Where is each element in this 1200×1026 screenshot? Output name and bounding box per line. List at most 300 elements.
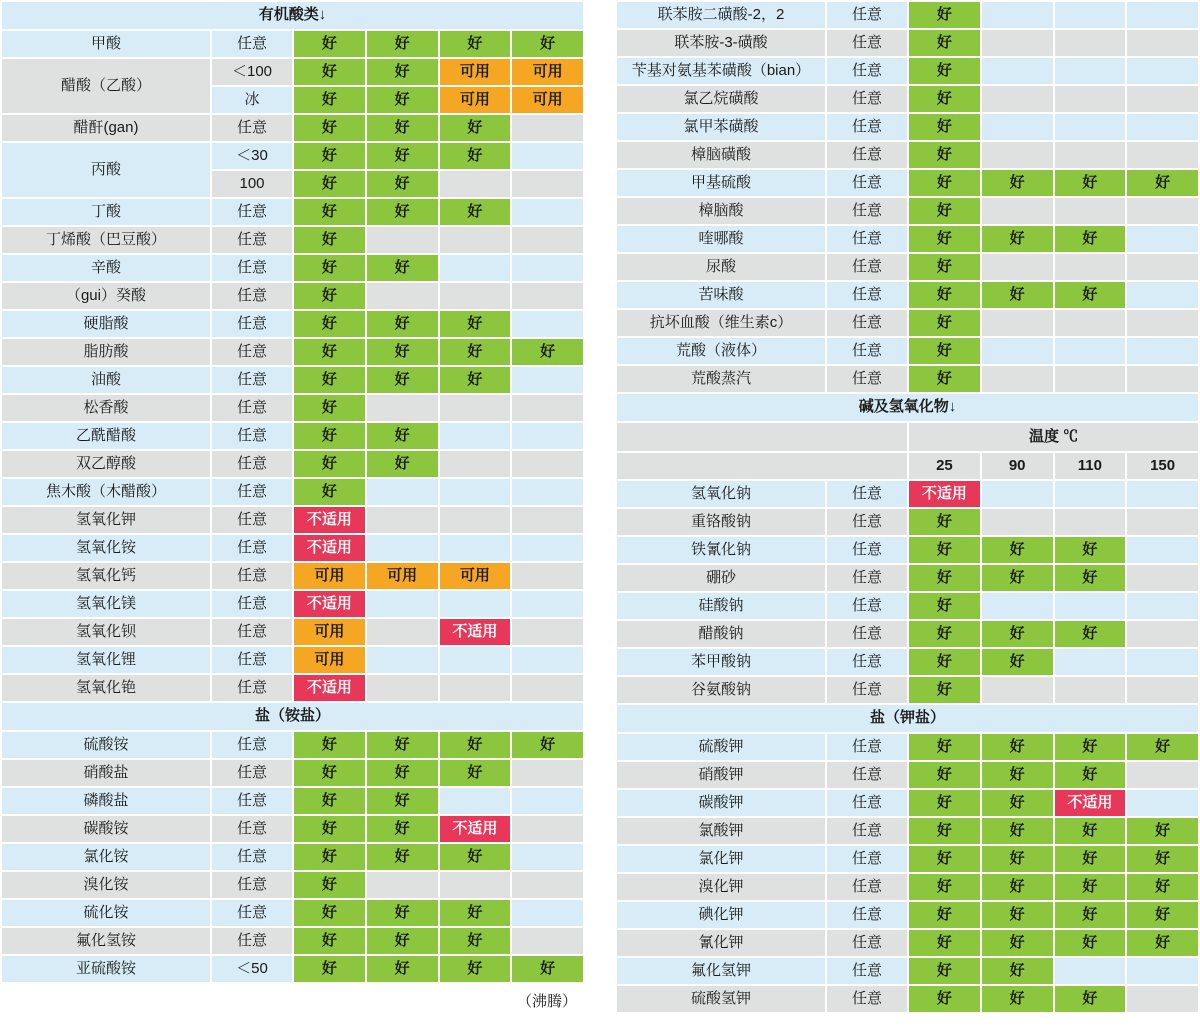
chemical-name-cell: 氢氧化锂 — [2, 647, 210, 673]
rating-cell — [512, 395, 583, 421]
concentration-cell: 任意 — [827, 282, 907, 308]
rating-cell — [982, 114, 1053, 140]
rating-cell: 好 — [982, 649, 1053, 675]
table-row — [2, 479, 583, 505]
rating-cell: 好 — [1055, 818, 1126, 844]
rating-cell: 不适用 — [294, 675, 365, 701]
left-table — [0, 0, 585, 984]
concentration-cell: ＜50 — [212, 956, 292, 982]
rating-cell: 好 — [294, 311, 365, 337]
rating-cell — [440, 479, 511, 505]
table-row — [2, 928, 583, 954]
rating-cell — [367, 535, 438, 561]
rating-cell — [512, 844, 583, 870]
chemical-name-cell: 联苯胺-3-磺酸 — [617, 30, 825, 56]
concentration-cell: 任意 — [827, 649, 907, 675]
rating-cell: 好 — [909, 58, 980, 84]
rating-cell: 好 — [909, 734, 980, 760]
rating-cell: 好 — [367, 900, 438, 926]
rating-cell: 好 — [909, 198, 980, 224]
rating-cell: 好 — [440, 115, 511, 141]
concentration-cell: 任意 — [212, 535, 292, 561]
rating-cell — [1127, 509, 1198, 535]
rating-cell — [512, 591, 583, 617]
rating-cell: 可用 — [440, 87, 511, 113]
rating-cell — [982, 593, 1053, 619]
table-row — [617, 30, 1198, 56]
rating-cell — [512, 507, 583, 533]
rating-cell: 好 — [294, 31, 365, 57]
table-row — [617, 58, 1198, 84]
rating-cell: 好 — [1127, 874, 1198, 900]
concentration-cell: 任意 — [827, 366, 907, 392]
temperature-blank-cell — [617, 423, 907, 451]
rating-cell — [982, 481, 1053, 507]
section-header: 有机酸类↓ — [2, 2, 583, 29]
chemical-name-cell: 氢氧化镁 — [2, 591, 210, 617]
rating-cell: 好 — [982, 846, 1053, 872]
chemical-name-cell: 丁烯酸（巴豆酸） — [2, 227, 210, 253]
table-row — [617, 593, 1198, 619]
table-row — [2, 115, 583, 141]
concentration-cell: 任意 — [212, 339, 292, 365]
rating-cell: 可用 — [294, 619, 365, 645]
rating-cell: 好 — [909, 170, 980, 196]
chemical-name-cell: 甲酸 — [2, 31, 210, 57]
concentration-cell: 100 — [212, 171, 292, 197]
table-row — [617, 565, 1198, 591]
rating-cell — [1055, 338, 1126, 364]
rating-cell: 好 — [982, 930, 1053, 956]
chemical-name-cell: 甲基硫酸 — [617, 170, 825, 196]
rating-cell — [512, 115, 583, 141]
rating-cell: 好 — [909, 537, 980, 563]
section-header: 盐（钾盐） — [617, 705, 1198, 732]
rating-cell — [1127, 677, 1198, 703]
rating-cell — [512, 171, 583, 197]
rating-cell: 好 — [1127, 846, 1198, 872]
table-row — [2, 563, 583, 589]
chemical-name-cell: 樟脑酸 — [617, 198, 825, 224]
temperature-blank-cell — [617, 453, 907, 479]
rating-cell — [512, 872, 583, 898]
concentration-cell: 任意 — [827, 114, 907, 140]
rating-cell — [982, 509, 1053, 535]
chemical-name-cell: 碳酸铵 — [2, 816, 210, 842]
table-row — [617, 282, 1198, 308]
table-row — [2, 339, 583, 365]
concentration-cell: 任意 — [827, 30, 907, 56]
rating-cell — [982, 198, 1053, 224]
rating-cell — [440, 507, 511, 533]
rating-cell: 好 — [982, 874, 1053, 900]
rating-cell: 好 — [294, 87, 365, 113]
rating-cell — [982, 142, 1053, 168]
rating-cell: 好 — [367, 367, 438, 393]
rating-cell: 好 — [440, 732, 511, 758]
chemical-name-cell: 乙酰醋酸 — [2, 423, 210, 449]
rating-cell: 好 — [982, 762, 1053, 788]
table-row — [2, 451, 583, 477]
rating-cell: 好 — [1055, 874, 1126, 900]
rating-cell: 好 — [909, 621, 980, 647]
table-row — [2, 760, 583, 786]
concentration-cell: 任意 — [212, 732, 292, 758]
temperature-column-header: 90 — [982, 453, 1053, 479]
rating-cell: 不适用 — [294, 591, 365, 617]
rating-cell: 好 — [294, 844, 365, 870]
rating-cell: 好 — [1127, 170, 1198, 196]
rating-cell: 好 — [367, 143, 438, 169]
rating-cell: 不适用 — [440, 816, 511, 842]
rating-cell — [512, 423, 583, 449]
rating-cell: 好 — [1055, 282, 1126, 308]
rating-cell: 好 — [367, 199, 438, 225]
concentration-cell: 任意 — [827, 481, 907, 507]
rating-cell: 好 — [294, 479, 365, 505]
chemical-name-cell: 荒酸（液体） — [617, 338, 825, 364]
table-row — [2, 900, 583, 926]
rating-cell — [1055, 677, 1126, 703]
rating-cell: 好 — [909, 366, 980, 392]
chemical-name-cell: 苄基对氨基苯磺酸（bian） — [617, 58, 825, 84]
table-row — [617, 818, 1198, 844]
chemical-name-cell: 苦味酸 — [617, 282, 825, 308]
table-row — [617, 958, 1198, 984]
temperature-column-header: 110 — [1055, 453, 1126, 479]
rating-cell: 好 — [909, 142, 980, 168]
rating-cell: 好 — [294, 367, 365, 393]
table-row — [2, 647, 583, 673]
chemical-name-cell: 抗坏血酸（维生素c） — [617, 310, 825, 336]
concentration-cell: 任意 — [827, 198, 907, 224]
rating-cell: 好 — [294, 143, 365, 169]
rating-cell: 好 — [909, 677, 980, 703]
rating-cell — [1055, 198, 1126, 224]
concentration-cell: 任意 — [212, 619, 292, 645]
rating-cell — [512, 199, 583, 225]
rating-cell: 好 — [294, 928, 365, 954]
rating-cell: 好 — [909, 338, 980, 364]
rating-cell — [1127, 2, 1198, 28]
chemical-name-cell: 亚硫酸铵 — [2, 956, 210, 982]
rating-cell: 好 — [909, 649, 980, 675]
chemical-name-cell: 脂肪酸 — [2, 339, 210, 365]
chemical-name-cell: 醋酸钠 — [617, 621, 825, 647]
rating-cell — [512, 619, 583, 645]
table-row — [617, 142, 1198, 168]
chemical-name-cell: 苯甲酸钠 — [617, 649, 825, 675]
rating-cell — [1055, 958, 1126, 984]
rating-cell — [1055, 142, 1126, 168]
rating-cell — [512, 816, 583, 842]
rating-cell — [512, 311, 583, 337]
rating-cell: 好 — [909, 593, 980, 619]
rating-cell — [1127, 762, 1198, 788]
chemical-name-cell: 丁酸 — [2, 199, 210, 225]
rating-cell — [1127, 254, 1198, 280]
rating-cell: 不适用 — [909, 481, 980, 507]
rating-cell: 好 — [512, 732, 583, 758]
concentration-cell: 任意 — [212, 900, 292, 926]
temperature-column-header: 150 — [1127, 453, 1198, 479]
table-row — [617, 310, 1198, 336]
concentration-cell: 任意 — [827, 537, 907, 563]
rating-cell: 好 — [367, 255, 438, 281]
rating-cell — [512, 227, 583, 253]
rating-cell — [1127, 790, 1198, 816]
table-row — [2, 872, 583, 898]
rating-cell: 好 — [294, 283, 365, 309]
concentration-cell: 任意 — [212, 31, 292, 57]
rating-cell: 不适用 — [1055, 790, 1126, 816]
rating-cell — [1055, 58, 1126, 84]
rating-cell: 好 — [909, 846, 980, 872]
rating-cell: 好 — [294, 872, 365, 898]
concentration-cell: 任意 — [212, 115, 292, 141]
rating-cell: 好 — [982, 790, 1053, 816]
chemical-name-cell: 碳酸钾 — [617, 790, 825, 816]
chemical-name-cell: 氯甲苯磺酸 — [617, 114, 825, 140]
rating-cell — [367, 591, 438, 617]
rating-cell — [1127, 310, 1198, 336]
rating-cell: 好 — [909, 986, 980, 1012]
table-row — [2, 816, 583, 842]
table-row — [617, 226, 1198, 252]
rating-cell: 好 — [367, 87, 438, 113]
table-row — [617, 986, 1198, 1012]
concentration-cell: 任意 — [827, 593, 907, 619]
concentration-cell: 任意 — [212, 647, 292, 673]
rating-cell: 好 — [294, 171, 365, 197]
rating-cell — [1055, 649, 1126, 675]
rating-cell — [1127, 565, 1198, 591]
concentration-cell: 任意 — [827, 846, 907, 872]
rating-cell — [1127, 282, 1198, 308]
rating-cell — [440, 675, 511, 701]
chemical-name-cell: 硝酸钾 — [617, 762, 825, 788]
rating-cell — [1127, 958, 1198, 984]
concentration-cell: 任意 — [827, 874, 907, 900]
chemical-name-cell: 氯酸钾 — [617, 818, 825, 844]
rating-cell — [440, 535, 511, 561]
rating-cell — [1127, 226, 1198, 252]
concentration-cell: 任意 — [827, 142, 907, 168]
table-row — [617, 114, 1198, 140]
table-row — [2, 255, 583, 281]
chemical-name-cell: 氢氧化铯 — [2, 675, 210, 701]
section-header-row — [2, 703, 583, 730]
chemical-name-cell: 重铬酸钠 — [617, 509, 825, 535]
rating-cell — [1127, 481, 1198, 507]
chemical-name-cell: 硫酸铵 — [2, 732, 210, 758]
rating-cell — [512, 647, 583, 673]
chemical-name-cell: 溴化钾 — [617, 874, 825, 900]
concentration-cell: 任意 — [212, 367, 292, 393]
rating-cell — [1055, 481, 1126, 507]
chemical-name-cell: 碘化钾 — [617, 902, 825, 928]
rating-cell: 好 — [1127, 930, 1198, 956]
table-row — [2, 143, 583, 169]
table-row — [2, 535, 583, 561]
rating-cell — [1055, 114, 1126, 140]
table-row — [2, 199, 583, 225]
rating-cell — [512, 675, 583, 701]
rating-cell: 好 — [909, 282, 980, 308]
rating-cell: 好 — [1055, 170, 1126, 196]
rating-cell: 好 — [909, 226, 980, 252]
table-row — [2, 788, 583, 814]
rating-cell — [512, 788, 583, 814]
rating-cell — [440, 591, 511, 617]
rating-cell: 好 — [294, 788, 365, 814]
rating-cell: 好 — [1055, 902, 1126, 928]
table-row — [2, 31, 583, 57]
rating-cell: 可用 — [440, 563, 511, 589]
rating-cell: 好 — [294, 59, 365, 85]
chemical-name-cell: 氢氧化钡 — [2, 619, 210, 645]
chemical-name-cell: 尿酸 — [617, 254, 825, 280]
rating-cell: 好 — [294, 732, 365, 758]
chemical-name-cell: 荒酸蒸汽 — [617, 366, 825, 392]
rating-cell — [367, 283, 438, 309]
rating-cell — [367, 872, 438, 898]
rating-cell — [367, 507, 438, 533]
table-row — [2, 619, 583, 645]
rating-cell: 好 — [367, 760, 438, 786]
rating-cell: 不适用 — [440, 619, 511, 645]
rating-cell: 好 — [1055, 846, 1126, 872]
rating-cell — [512, 367, 583, 393]
section-header: 盐（铵盐） — [2, 703, 583, 730]
table-row — [2, 507, 583, 533]
rating-cell — [982, 86, 1053, 112]
rating-cell: 可用 — [367, 563, 438, 589]
rating-cell: 好 — [440, 199, 511, 225]
rating-cell: 好 — [294, 816, 365, 842]
rating-cell: 好 — [909, 874, 980, 900]
rating-cell: 好 — [294, 395, 365, 421]
chemical-name-cell: 辛酸 — [2, 255, 210, 281]
rating-cell — [367, 619, 438, 645]
rating-cell — [440, 423, 511, 449]
rating-cell: 好 — [440, 844, 511, 870]
rating-cell: 好 — [982, 818, 1053, 844]
table-row — [2, 591, 583, 617]
concentration-cell: 任意 — [827, 621, 907, 647]
rating-cell — [440, 171, 511, 197]
section-header-row — [617, 394, 1198, 421]
concentration-cell: 任意 — [827, 170, 907, 196]
chemical-name-cell: 油酸 — [2, 367, 210, 393]
rating-cell: 可用 — [294, 647, 365, 673]
rating-cell: 好 — [982, 282, 1053, 308]
rating-cell — [1127, 86, 1198, 112]
chemical-name-cell: 醋酐(gan) — [2, 115, 210, 141]
concentration-cell: 任意 — [827, 58, 907, 84]
chemical-name-cell: 氢氧化钠 — [617, 481, 825, 507]
chemical-name-cell: 喹哪酸 — [617, 226, 825, 252]
rating-cell — [982, 677, 1053, 703]
concentration-cell: 任意 — [212, 928, 292, 954]
rating-cell: 好 — [909, 310, 980, 336]
rating-cell — [1127, 142, 1198, 168]
section-header: 碱及氢氧化物↓ — [617, 394, 1198, 421]
table-row — [617, 537, 1198, 563]
rating-cell: 好 — [294, 423, 365, 449]
rating-cell: 好 — [909, 958, 980, 984]
rating-cell: 可用 — [512, 87, 583, 113]
table-row — [2, 367, 583, 393]
rating-cell: 好 — [440, 928, 511, 954]
rating-cell: 好 — [909, 790, 980, 816]
concentration-cell: 任意 — [827, 677, 907, 703]
rating-cell — [512, 255, 583, 281]
table-row — [2, 227, 583, 253]
chemical-name-cell: 氯化钾 — [617, 846, 825, 872]
chemical-name-cell: 磷酸盐 — [2, 788, 210, 814]
concentration-cell: 任意 — [212, 423, 292, 449]
rating-cell: 好 — [367, 816, 438, 842]
chemical-name-cell: 氯乙烷磺酸 — [617, 86, 825, 112]
chemical-name-cell: 硼砂 — [617, 565, 825, 591]
table-row — [617, 930, 1198, 956]
concentration-cell: 任意 — [827, 565, 907, 591]
right-column — [615, 0, 1200, 1026]
rating-cell: 好 — [367, 451, 438, 477]
table-row — [2, 283, 583, 309]
chemical-name-cell: 硫酸氢钾 — [617, 986, 825, 1012]
table-row — [617, 509, 1198, 535]
rating-cell — [512, 900, 583, 926]
table-row — [617, 481, 1198, 507]
table-row — [2, 844, 583, 870]
table-row — [2, 956, 583, 982]
rating-cell — [440, 283, 511, 309]
rating-cell: 可用 — [294, 563, 365, 589]
chemical-name-cell: 双乙醇酸 — [2, 451, 210, 477]
table-row — [617, 2, 1198, 28]
concentration-cell: 任意 — [212, 451, 292, 477]
rating-cell: 好 — [294, 227, 365, 253]
rating-cell: 好 — [367, 59, 438, 85]
table-row — [2, 675, 583, 701]
rating-cell — [1127, 198, 1198, 224]
rating-cell — [440, 451, 511, 477]
chemical-name-cell: 氢氧化钾 — [2, 507, 210, 533]
chemical-name-cell: 松香酸 — [2, 395, 210, 421]
rating-cell — [367, 479, 438, 505]
rating-cell: 好 — [440, 956, 511, 982]
section-header-row — [617, 705, 1198, 732]
rating-cell: 好 — [909, 762, 980, 788]
rating-cell — [1055, 366, 1126, 392]
rating-cell — [1127, 986, 1198, 1012]
rating-cell — [440, 227, 511, 253]
rating-cell: 好 — [909, 86, 980, 112]
rating-cell: 好 — [294, 760, 365, 786]
rating-cell: 好 — [1127, 734, 1198, 760]
rating-cell: 好 — [982, 226, 1053, 252]
concentration-cell: 任意 — [212, 591, 292, 617]
rating-cell: 好 — [367, 788, 438, 814]
rating-cell: 好 — [294, 115, 365, 141]
rating-cell: 好 — [909, 509, 980, 535]
rating-cell: 好 — [982, 958, 1053, 984]
left-footnote: （沸腾） — [516, 993, 577, 1010]
table-row — [617, 649, 1198, 675]
rating-cell — [982, 310, 1053, 336]
